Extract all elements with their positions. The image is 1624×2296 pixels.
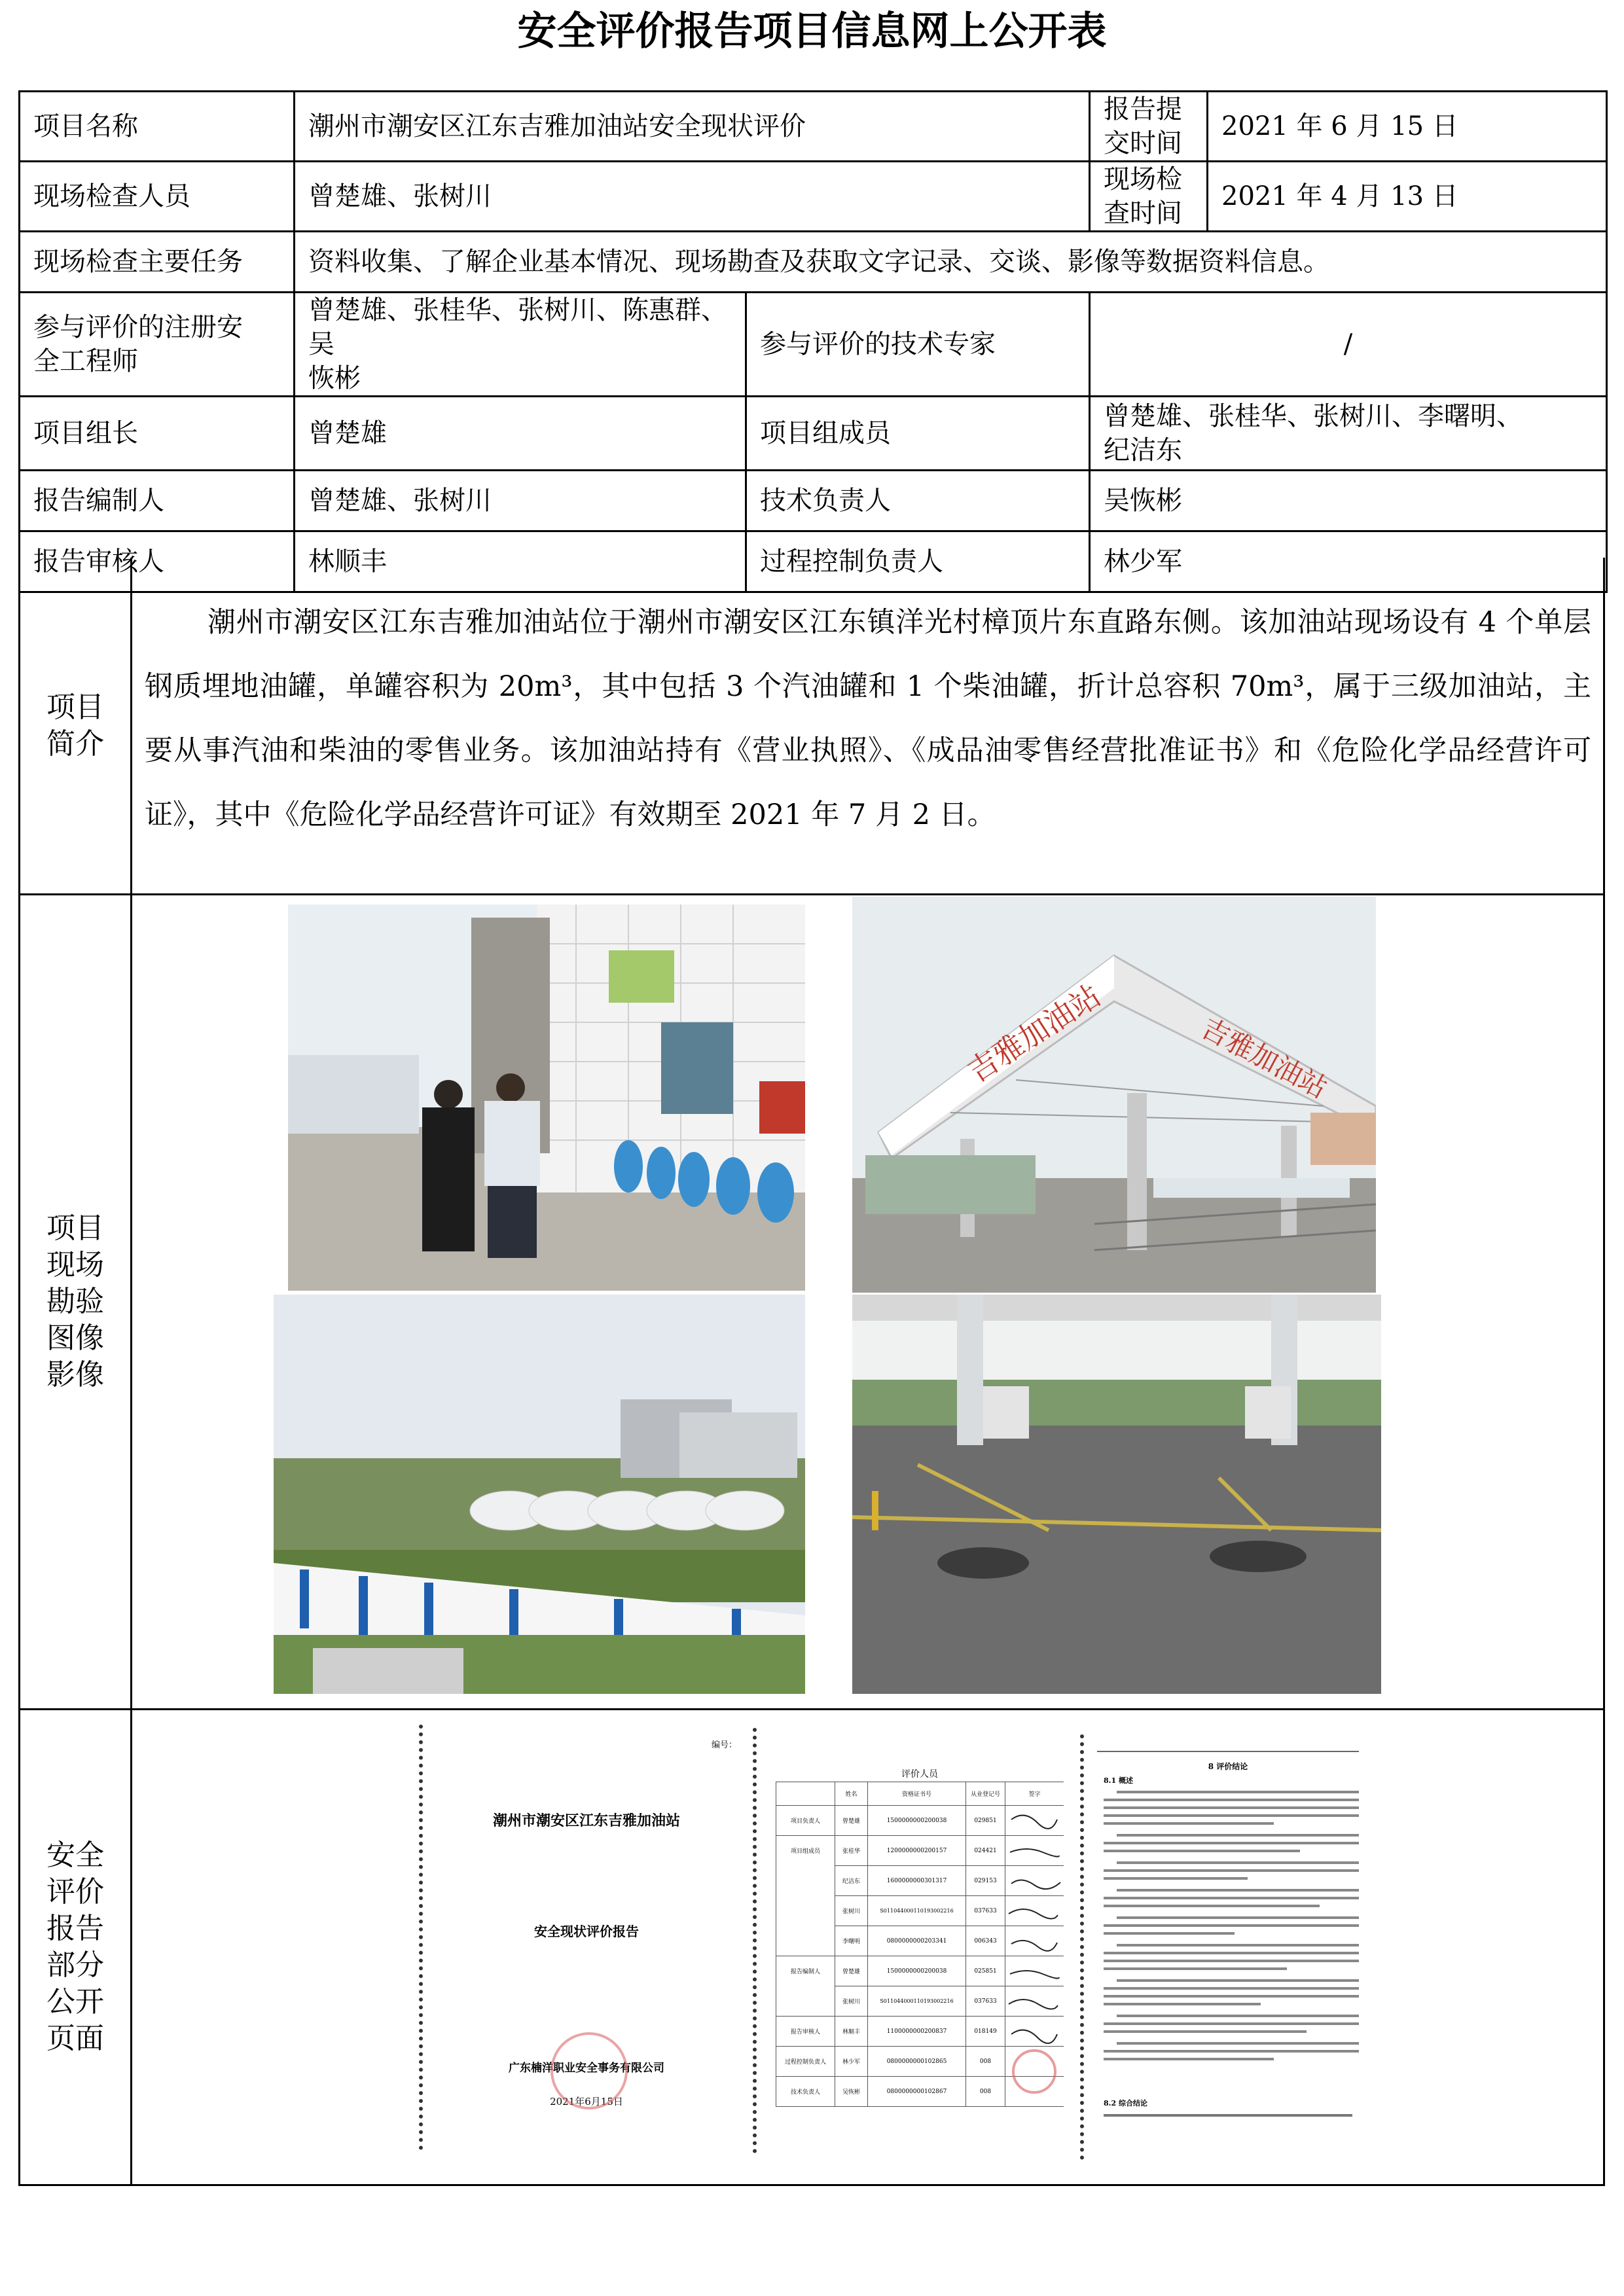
- cell: 0800000000102867: [868, 2077, 966, 2107]
- cell: 李曙明: [835, 1926, 868, 1956]
- cell: 029851: [966, 1806, 1005, 1836]
- docs-label: [20, 1710, 132, 2184]
- tasks-label: 现场检查主要任务: [20, 232, 295, 293]
- intro-label-line2: 简介: [46, 726, 104, 761]
- process-label: 过程控制负责人: [746, 531, 1090, 592]
- submit-time: 2021 年 6 月 15 日: [1208, 92, 1607, 162]
- cell: 张树川: [835, 1896, 868, 1926]
- cell: [776, 1896, 835, 1926]
- signatures-image: [1005, 1806, 1064, 2101]
- site-photo-surroundings: [274, 1295, 805, 1694]
- cell: 008: [966, 2077, 1005, 2107]
- cell: 0800000000203341: [868, 1926, 966, 1956]
- personnel-header-sign: 签字: [1005, 1782, 1064, 1806]
- cell: 037633: [966, 1986, 1005, 2017]
- submit-time-label: 报告提交时间: [1090, 92, 1208, 162]
- inspect-time-label: 现场检查时间: [1090, 162, 1208, 232]
- inspect-time: 2021 年 4 月 13 日: [1208, 162, 1607, 232]
- cell: 曾楚雄: [835, 1956, 868, 1986]
- engineers: [295, 293, 746, 397]
- cell: 029153: [966, 1866, 1005, 1896]
- photos-label-1: 项目: [46, 1211, 104, 1245]
- personnel-header-cert: 资格证书号: [868, 1782, 966, 1806]
- cell: S011044000110193002216: [868, 1986, 966, 2017]
- page-title: 安全评价报告项目信息网上公开表: [517, 9, 1107, 54]
- photos-label: [20, 895, 132, 1708]
- tech-lead-label: 技术负责人: [746, 471, 1090, 531]
- engineers-label-line2: 全工程师: [33, 346, 138, 376]
- cell: 037633: [966, 1896, 1005, 1926]
- cover-binding-line: [753, 1728, 757, 2153]
- inspectors-label: 现场检查人员: [20, 162, 295, 232]
- canopy-sign-left: 吉雅加油站: [961, 977, 1107, 1090]
- company-seal: [550, 2032, 628, 2109]
- process: 林少军: [1090, 531, 1607, 592]
- reviewer-label: 报告审核人: [20, 531, 295, 592]
- cell: 曾楚雄: [835, 1806, 868, 1836]
- cell: 报告编制人: [776, 1956, 835, 1986]
- members: [1090, 397, 1607, 471]
- personnel-header-role: [776, 1782, 835, 1806]
- intro-row: [18, 558, 1605, 895]
- photos-label-4: 图像: [46, 1321, 104, 1355]
- tech-lead: 吴恢彬: [1090, 471, 1607, 531]
- cell: [776, 1986, 835, 2017]
- docs-label-6: 页面: [46, 2022, 104, 2055]
- docs-label-3: 报告: [46, 1912, 104, 1945]
- cell: 项目负责人: [776, 1806, 835, 1836]
- engineers-label: [20, 293, 295, 397]
- report-personnel-page: [776, 1767, 1064, 2114]
- docs-label-4: 部分: [46, 1948, 104, 1982]
- conclusion-section: 8 评价结论: [1208, 1762, 1248, 1771]
- cover-report-title: 安全现状评价报告: [534, 1924, 639, 1939]
- experts-label: 参与评价的技术专家: [746, 293, 1090, 397]
- cell: [776, 1866, 835, 1896]
- cell: 纪洁东: [835, 1866, 868, 1896]
- engineers-line1: 曾楚雄、张桂华、张树川、陈惠群、吴: [308, 295, 727, 359]
- report-cover-page: [419, 1725, 750, 2150]
- cell: 1500000000200038: [868, 1956, 966, 1986]
- canopy-sign-right: 吉雅加油站: [1196, 1011, 1333, 1105]
- members-label: 项目组成员: [746, 397, 1090, 471]
- cover-serial: 编号：: [711, 1740, 737, 1750]
- docs-label-5: 公开: [46, 1985, 104, 2018]
- cell: 吴恢彬: [835, 2077, 868, 2107]
- cell: 1200000000200157: [868, 1836, 966, 1866]
- cover-date: 2021年6月15日: [550, 2096, 623, 2108]
- reviewer: 林顺丰: [295, 531, 746, 592]
- cell: 025851: [966, 1956, 1005, 1986]
- cell: 报告审核人: [776, 2017, 835, 2047]
- members-line2: 纪洁东: [1104, 435, 1183, 465]
- intro-text: 潮州市潮安区江东吉雅加油站位于潮州市潮安区江东镇洋光村樟顶片东直路东侧。该加油站现场设有 4 个单层钢质埋地油罐，单罐容积为 20m³，其中包括 3 个汽油罐和 1 个柴油罐，折计总容积 70m³，属于三级加油站，主要从事汽油和柴油的零售业务。该加油站持有《营业执照》、《成品油零售经营批准证书》和《危险化学品经营许可证》，其中《危险化学品经营许可证》有效期至 2021 年 7 月 2 日。: [145, 606, 1591, 831]
- cell: 林顺丰: [835, 2017, 868, 2047]
- docs-label-2: 评价: [46, 1875, 104, 1909]
- info-table: [18, 90, 1608, 593]
- photos-label-3: 勘验: [46, 1285, 104, 1318]
- cell: 018149: [966, 2017, 1005, 2047]
- personnel-header-reg: 从业登记号: [966, 1782, 1005, 1806]
- cell: 1500000000200038: [868, 1806, 966, 1836]
- cell: 林少军: [835, 2047, 868, 2077]
- cell: [776, 1926, 835, 1956]
- project-name: 潮州市潮安区江东吉雅加油站安全现状评价: [295, 92, 1090, 162]
- leader-label: 项目组长: [20, 397, 295, 471]
- compiler: 曾楚雄、张树川: [295, 471, 746, 531]
- cell: 024421: [966, 1836, 1005, 1866]
- site-photo-forecourt: [852, 1295, 1381, 1694]
- cell: 项目组成员: [776, 1836, 835, 1866]
- compiler-label: 报告编制人: [20, 471, 295, 531]
- cell: 008: [966, 2047, 1005, 2077]
- cell: 006343: [966, 1926, 1005, 1956]
- tasks: 资料收集、了解企业基本情况、现场勘查及获取文字记录、交谈、影像等数据资料信息。: [295, 232, 1607, 293]
- personnel-header-name: 姓名: [835, 1782, 868, 1806]
- cell: 0800000000102865: [868, 2047, 966, 2077]
- cover-station: 潮州市潮安区江东吉雅加油站: [492, 1812, 680, 1829]
- experts: /: [1090, 293, 1607, 397]
- cell: 张树川: [835, 1986, 868, 2017]
- report-conclusion-page: [1080, 1734, 1372, 2160]
- leader: 曾楚雄: [295, 397, 746, 471]
- cell: 1600000000301317: [868, 1866, 966, 1896]
- cover-company: 广东楠洋职业安全事务有限公司: [509, 2062, 664, 2075]
- site-photo-canopy: [852, 897, 1376, 1293]
- site-photo-inspectors: [288, 905, 805, 1291]
- cell: 过程控制负责人: [776, 2047, 835, 2077]
- cell: 技术负责人: [776, 2077, 835, 2107]
- engineers-label-line1: 参与评价的注册安: [33, 312, 243, 342]
- cell: 张桂华: [835, 1836, 868, 1866]
- intro-label-line1: 项目: [46, 690, 104, 724]
- conclusion-text-image: [1104, 1788, 1359, 2096]
- conclusion-sub2: 8.2 综合结论: [1104, 2099, 1147, 2108]
- docs-label-1: 安全: [46, 1839, 104, 1872]
- personnel-heading: 评价人员: [901, 1769, 938, 1780]
- cell: 1100000000200837: [868, 2017, 966, 2047]
- conclusion-summary-line: [1104, 2114, 1352, 2117]
- engineers-line2: 恢彬: [308, 363, 361, 393]
- photos-label-5: 影像: [46, 1358, 104, 1391]
- photos-label-2: 现场: [46, 1248, 104, 1282]
- cell: S011044000110193002216: [868, 1896, 966, 1926]
- inspectors: 曾楚雄、张树川: [295, 162, 1090, 232]
- members-line1: 曾楚雄、张桂华、张树川、李曙明、: [1104, 401, 1523, 431]
- project-name-label: 项目名称: [20, 92, 295, 162]
- conclusion-sub1: 8.1 概述: [1104, 1776, 1133, 1785]
- page-header-rule: [1097, 1751, 1359, 1752]
- intro-label: [20, 558, 132, 893]
